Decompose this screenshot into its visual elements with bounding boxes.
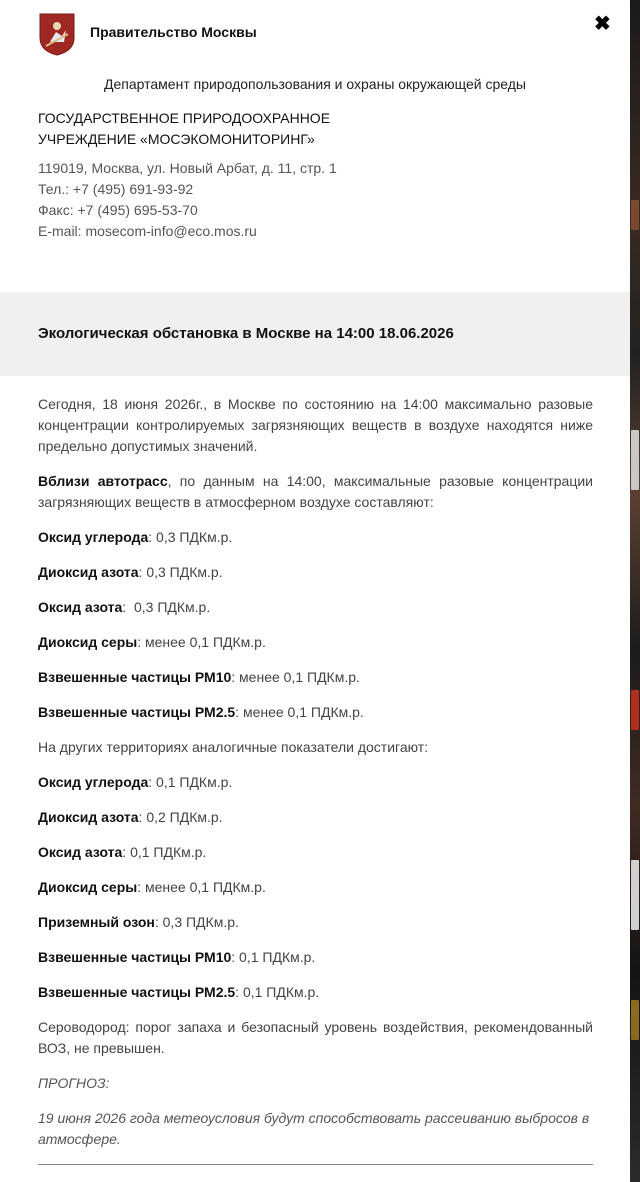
pollutant-value: : 0,3 ПДКм.р. [148, 529, 233, 545]
pollutant-value: : 0,1 ПДКм.р. [235, 984, 320, 1000]
pollutant-value: : 0,3 ПДКм.р. [138, 564, 223, 580]
contacts-block [38, 158, 337, 242]
pollutant-row [38, 527, 593, 548]
background-page-edge [630, 0, 640, 1182]
department-title: Департамент природопользования и охраны окружающей среды [104, 76, 526, 92]
pollutant-value: : менее 0,1 ПДКм.р. [235, 704, 364, 720]
pollutant-row [38, 807, 593, 828]
report-content [38, 394, 593, 1150]
pollutant-name: Оксид углерода [38, 529, 149, 545]
gov-title: Правительство Москвы [90, 24, 257, 40]
pollutant-name: Оксид азота [38, 844, 123, 860]
pollutant-row [38, 702, 593, 723]
pollutant-value: : 0,3 ПДКм.р. [122, 599, 211, 615]
highways-lead-bold: Вблизи автотрасс [38, 473, 168, 489]
email: E-mail: mosecom-info@eco.mos.ru [38, 223, 257, 239]
pollutant-name: Диоксид серы [38, 634, 138, 650]
pollutant-row [38, 982, 593, 1003]
pollutant-row [38, 632, 593, 653]
moscow-coat-of-arms-logo [38, 12, 76, 56]
pollutant-value: : 0,1 ПДКм.р. [122, 844, 207, 860]
report-title-banner [0, 292, 630, 376]
forecast-text: 19 июня 2026 года метеоусловия будут способствовать рассеиванию выбросов в атмосфере. [38, 1110, 590, 1147]
pollutant-row [38, 597, 593, 618]
pollutant-row [38, 667, 593, 688]
pollutant-name: Взвешенные частицы РМ10 [38, 669, 232, 685]
pollutant-name: Диоксид азота [38, 809, 139, 825]
pollutant-row [38, 912, 593, 933]
divider [38, 1164, 593, 1165]
org-line-1: ГОСУДАРСТВЕННОЕ ПРИРОДООХРАННОЕ [38, 110, 331, 126]
highways-lead [38, 471, 593, 513]
pollutant-value: : менее 0,1 ПДКм.р. [137, 879, 266, 895]
pollutant-name: Оксид углерода [38, 774, 149, 790]
pollutant-value: : менее 0,1 ПДКм.р. [137, 634, 266, 650]
pollutant-name: Диоксид серы [38, 879, 138, 895]
pollutant-name: Приземный озон [38, 914, 155, 930]
pollutant-name: Взвешенные частицы РМ2.5 [38, 984, 236, 1000]
pollutant-name: Оксид азота [38, 599, 123, 615]
org-line-2: УЧРЕЖДЕНИЕ «МОСЭКОМОНИТОРИНГ» [38, 131, 315, 147]
pollutant-row [38, 947, 593, 968]
pollutant-value: : 0,1 ПДКм.р. [231, 949, 316, 965]
header [38, 12, 598, 56]
phone: Тел.: +7 (495) 691-93-92 [38, 181, 194, 197]
report-title: Экологическая обстановка в Москве на 14:00 18.06.2026 [38, 325, 454, 342]
pollutant-value: : менее 0,1 ПДКм.р. [231, 669, 360, 685]
intro-paragraph: Сегодня, 18 июня 2026г., в Москве по состоянию на 14:00 максимально разовые концентрации контролируемых загрязняющих веществ в воздухе находятся ниже предельно допустимых значений. [38, 396, 593, 454]
other-territories-list [38, 772, 593, 1003]
fax: Факс: +7 (495) 695-53-70 [38, 202, 198, 218]
pollutant-name: Взвешенные частицы РМ2.5 [38, 704, 236, 720]
forecast-label: ПРОГНОЗ: [38, 1075, 110, 1091]
pollutant-row [38, 562, 593, 583]
pollutant-value: : 0,3 ПДКм.р. [154, 914, 239, 930]
pollutant-value: : 0,2 ПДКм.р. [138, 809, 223, 825]
organization-name [38, 108, 330, 150]
pollutant-value: : 0,1 ПДКм.р. [148, 774, 233, 790]
address: 119019, Москва, ул. Новый Арбат, д. 11, стр. 1 [38, 160, 337, 176]
other-territories-lead: На других территориях аналогичные показатели достигают: [38, 739, 429, 755]
close-icon[interactable]: ✖ [594, 13, 611, 35]
pollutant-row [38, 772, 593, 793]
pollutant-row [38, 842, 593, 863]
h2s-paragraph: Сероводород: порог запаха и безопасный уровень воздействия, рекомендованный ВОЗ, не превышен. [38, 1019, 593, 1056]
highways-lead-rest: , по данным на 14:00, максимальные разовые концентрации загрязняющих веществ в атмосферном воздухе составляют: [38, 473, 593, 510]
pollutant-name: Диоксид азота [38, 564, 139, 580]
pollutant-row [38, 877, 593, 898]
highways-list [38, 527, 593, 723]
pollutant-name: Взвешенные частицы РМ10 [38, 949, 232, 965]
